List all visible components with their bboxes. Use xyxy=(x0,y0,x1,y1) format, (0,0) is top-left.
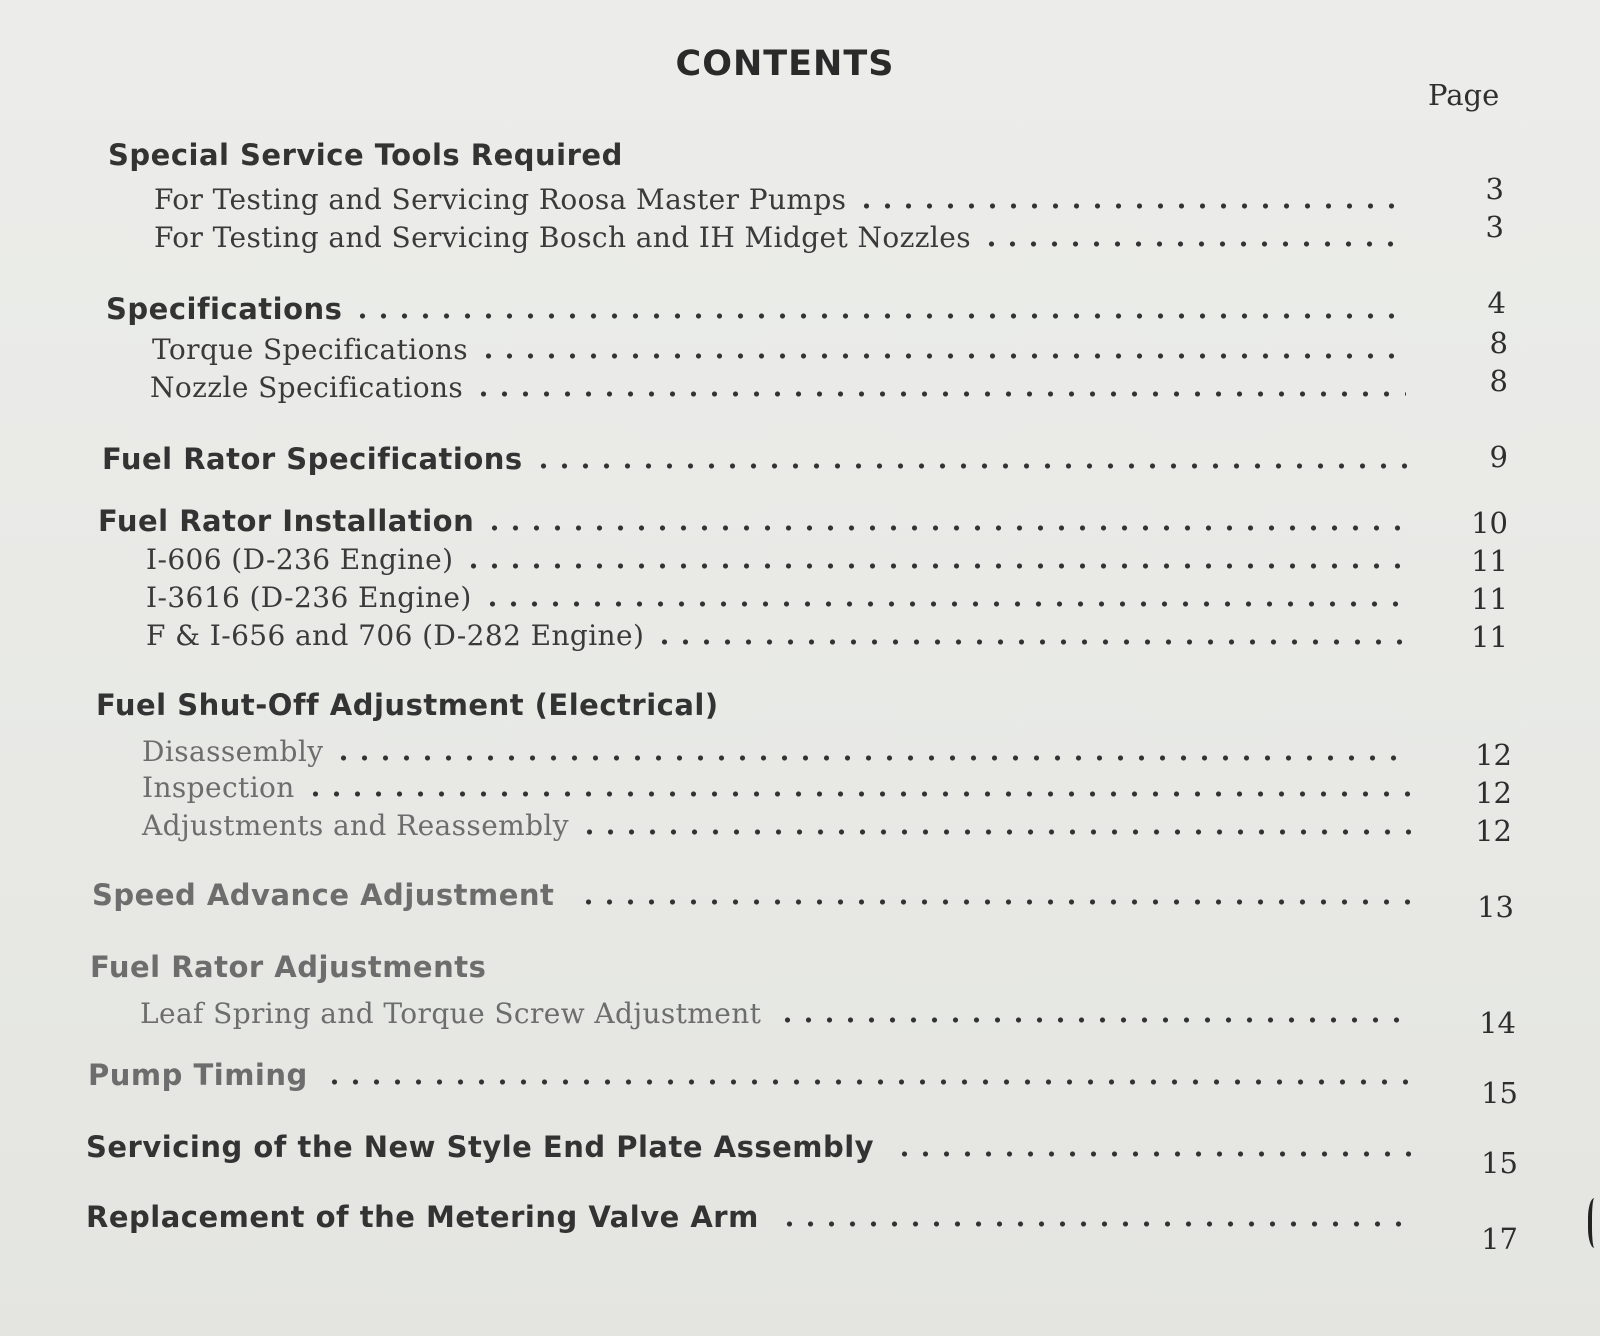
toc-entry-i-606 xyxy=(146,536,1408,576)
page-column-header: Page xyxy=(1428,78,1500,112)
toc-page-number: 12 xyxy=(1475,814,1512,848)
toc-entry-pump-timing xyxy=(88,1052,1414,1092)
toc-entry-label: For Testing and Servicing Bosch and IH Midget Nozzles xyxy=(154,221,971,254)
toc-entry-label: Speed Advance Adjustment xyxy=(92,878,555,912)
dot-leader xyxy=(779,1220,1416,1228)
toc-page-number: 15 xyxy=(1481,1146,1518,1180)
dot-leader xyxy=(777,1016,1414,1024)
toc-page-number: 14 xyxy=(1479,1006,1516,1040)
dot-leader xyxy=(305,790,1412,798)
dot-leader xyxy=(981,240,1404,248)
dot-leader xyxy=(482,600,1408,608)
toc-entry-label: Leaf Spring and Torque Screw Adjustment xyxy=(140,997,762,1030)
toc-entry-label: Fuel Rator Adjustments xyxy=(90,950,487,984)
dot-leader xyxy=(473,390,1406,398)
toc-entry-label: F & I-656 and 706 (D-282 Engine) xyxy=(146,619,645,652)
toc-entry-leaf-spring xyxy=(140,990,1414,1030)
toc-entry-torque-specifications xyxy=(152,326,1406,366)
toc-entry-special-service-tools xyxy=(108,132,1408,172)
toc-entry-label: Servicing of the New Style End Plate Assembly xyxy=(86,1130,875,1164)
toc-entry-label: Adjustments and Reassembly xyxy=(142,809,570,842)
toc-entry-adjustments-reassembly xyxy=(142,802,1412,842)
dot-leader xyxy=(478,352,1406,360)
dot-leader xyxy=(484,524,1408,532)
toc-entry-nozzle-specifications xyxy=(150,364,1406,404)
toc-page-number: 10 xyxy=(1471,506,1508,540)
toc-entry-fuel-rator-specifications xyxy=(102,436,1408,476)
toc-entry-label: Disassembly xyxy=(142,735,324,768)
toc-entry-label: For Testing and Servicing Roosa Master Pumps xyxy=(154,183,847,216)
toc-page-number: 9 xyxy=(1489,440,1508,474)
dot-leader xyxy=(654,638,1408,646)
toc-page-number: 11 xyxy=(1471,582,1508,616)
page-edge-mark xyxy=(1588,1198,1600,1248)
dot-leader xyxy=(578,898,1412,906)
toc-entry-specifications xyxy=(106,286,1406,326)
toc-page-number: 13 xyxy=(1477,890,1514,924)
dot-leader xyxy=(324,1078,1414,1086)
toc-entry-fuel-rator-adjustments xyxy=(90,944,1390,984)
dot-leader xyxy=(333,754,1412,762)
toc-entry-label: Pump Timing xyxy=(88,1058,308,1092)
toc-entry-roosa-master-pumps xyxy=(154,176,1404,216)
toc-entry-label: I-3616 (D-236 Engine) xyxy=(146,581,472,614)
toc-entry-metering-valve-arm xyxy=(86,1194,1416,1234)
toc-entry-label: Specifications xyxy=(106,292,343,326)
dot-leader xyxy=(894,1150,1416,1158)
toc-page-number: 8 xyxy=(1489,364,1508,398)
toc-page-number: 11 xyxy=(1471,620,1508,654)
toc-page-number: 15 xyxy=(1481,1076,1518,1110)
toc-page-number: 3 xyxy=(1485,210,1504,244)
toc-entry-i-3616 xyxy=(146,574,1408,614)
toc-entry-label: Fuel Shut-Off Adjustment (Electrical) xyxy=(96,688,719,722)
toc-entry-f-i-656-706 xyxy=(146,612,1408,652)
dot-leader xyxy=(463,562,1408,570)
toc-entry-new-style-end-plate xyxy=(86,1124,1416,1164)
toc-entry-label: Special Service Tools Required xyxy=(108,138,623,172)
toc-entry-label: I-606 (D-236 Engine) xyxy=(146,543,454,576)
dot-leader xyxy=(856,202,1404,210)
page-title: CONTENTS xyxy=(675,44,895,84)
toc-page-number: 8 xyxy=(1489,326,1508,360)
toc-entry-label: Replacement of the Metering Valve Arm xyxy=(86,1200,759,1234)
dot-leader xyxy=(533,462,1408,470)
toc-entry-label: Nozzle Specifications xyxy=(150,371,464,404)
toc-entry-bosch-ih-nozzles xyxy=(154,214,1404,254)
toc-page-number: 17 xyxy=(1481,1222,1518,1256)
toc-entry-label: Fuel Rator Specifications xyxy=(102,442,523,476)
toc-entry-label: Fuel Rator Installation xyxy=(98,504,475,538)
toc-entry-inspection xyxy=(142,764,1412,804)
dot-leader xyxy=(579,828,1412,836)
toc-entry-label: Inspection xyxy=(142,771,295,804)
toc-page-number: 12 xyxy=(1475,738,1512,772)
toc-page-number: 3 xyxy=(1485,172,1504,206)
toc-entry-label: Torque Specifications xyxy=(152,333,469,366)
toc-entry-fuel-shut-off-adjustment xyxy=(96,682,1396,722)
toc-page-number: 11 xyxy=(1471,544,1508,578)
toc-page-number: 12 xyxy=(1475,776,1512,810)
toc-entry-speed-advance-adjustment xyxy=(92,872,1412,912)
toc-entry-disassembly xyxy=(142,728,1412,768)
toc-page-number: 4 xyxy=(1487,286,1506,320)
toc-entry-fuel-rator-installation xyxy=(98,498,1408,538)
dot-leader xyxy=(352,312,1406,320)
